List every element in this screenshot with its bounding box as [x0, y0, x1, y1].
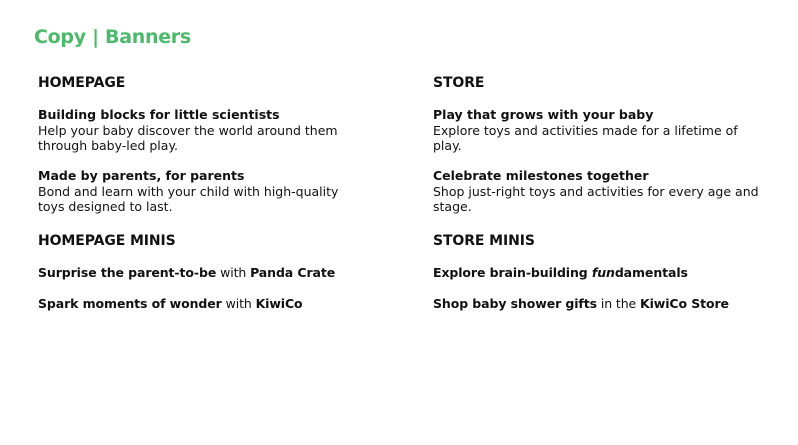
banner-headline: Made by parents, for parents	[38, 168, 245, 183]
homepage-mini-1	[38, 265, 335, 281]
homepage-mini-2	[38, 296, 303, 312]
banner-body: Shop just-right toys and activities for every age and stage.	[433, 183, 759, 214]
mini-mid: with	[216, 265, 251, 280]
mini-lead: Spark moments of wonder	[38, 296, 222, 311]
mini-lead: Shop baby shower gifts	[433, 296, 597, 311]
mini-lead: Surprise the parent-to-be	[38, 265, 217, 280]
banner-headline: Celebrate milestones together	[433, 168, 649, 183]
homepage-banner-2	[38, 168, 368, 215]
mini-mid: in the	[596, 296, 641, 311]
homepage-column	[38, 74, 378, 311]
mini-tail: KiwiCo	[255, 296, 303, 311]
homepage-heading: HOMEPAGE	[38, 75, 126, 91]
page-title: Copy | Banners	[34, 26, 191, 48]
banner-body: Explore toys and activities made for a lifetime of play.	[433, 122, 738, 153]
mini-tail: Panda Crate	[250, 265, 336, 280]
store-mini-1	[433, 265, 688, 281]
store-heading: STORE	[433, 75, 485, 91]
store-banner-1	[433, 107, 763, 154]
mini-tail: KiwiCo Store	[640, 296, 729, 311]
mini-emphasis: fun	[591, 265, 615, 280]
homepage-banner-1	[38, 107, 368, 154]
banner-body: Help your baby discover the world around them through baby-led play.	[38, 122, 338, 153]
store-column	[433, 74, 773, 311]
banner-body: Bond and learn with your child with high-quality toys designed to last.	[38, 183, 339, 214]
banner-headline: Play that grows with your baby	[433, 107, 654, 122]
homepage-minis-heading: HOMEPAGE MINIS	[38, 233, 176, 249]
store-banner-2	[433, 168, 763, 215]
mini-rest: damentals	[614, 265, 688, 280]
banner-headline: Building blocks for little scientists	[38, 107, 280, 122]
store-minis-heading: STORE MINIS	[433, 233, 535, 249]
mini-mid: with	[221, 296, 256, 311]
mini-lead: Explore brain-building	[433, 265, 592, 280]
store-mini-2	[433, 296, 729, 312]
